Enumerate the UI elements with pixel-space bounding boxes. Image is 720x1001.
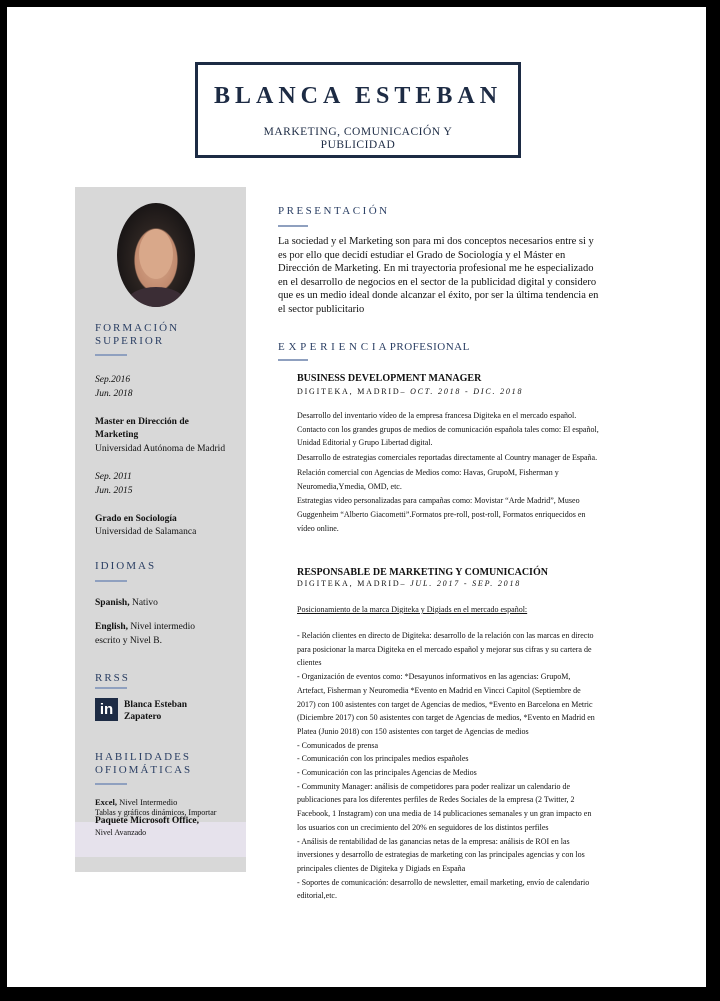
skill-office-level: Nivel Avanzado bbox=[95, 828, 147, 837]
language-english-detail: escrito y Nivel B. bbox=[95, 636, 163, 646]
skill-excel: Excel, Nivel Intermedio bbox=[95, 797, 178, 807]
sidebar bbox=[75, 187, 246, 872]
rrss-heading: RRSS bbox=[95, 672, 130, 684]
experiencia-heading: E X P E R I E N C I A PROFESIONAL bbox=[278, 341, 470, 353]
edu1-date-start: Sep.2016 bbox=[95, 375, 131, 385]
section-divider bbox=[95, 687, 127, 689]
candidate-name: BLANCA ESTEBAN bbox=[213, 83, 503, 109]
candidate-subtitle: MARKETING, COMUNICACIÓN Y PUBLICIDAD bbox=[263, 126, 453, 151]
idiomas-heading: IDIOMAS bbox=[95, 560, 157, 572]
edu2-date-start: Sep. 2011 bbox=[95, 472, 132, 482]
section-divider bbox=[95, 580, 127, 582]
linkedin-name-line2[interactable]: Zapatero bbox=[124, 712, 162, 722]
section-divider bbox=[95, 354, 127, 356]
job2-description: - Relación clientes en directo de Digiteka: desarrollo de la relación con las marcas en directo para posicionar la marca Digiteka en el mercado español y mejorar sus cifras y su cartera de clientes - Organización de eventos como: *Desayunos informativos en las agencias: GrupoM, Artefact, Fisherman y Neuromedia *Evento en Madrid en Vincci Capitol (Septiembre de 2017) con 100 asistentes con target de Agencias de medios, *Evento en Barcelona en Metric (Diciembre 2017) con 50 asistentes con target de Agencias de medios, *Evento en Madrid en Platea (Junio 2018) con 150 asistentes con target de Agencias de medios - Comunicados de prensa - Comunicación con los principales medios españoles - Comunicación con las principales Agencias de Medios - Community Manager: análisis de competidores para poder realizar un calendario de publicaciones para los diferentes perfiles de Redes Sociales de la empresa (2 Twitter, 2 Facebook, 1 Instagram) con una media de 14 publicaciones semanales y un gran impacto en los usuarios con un crecimiento del 20% en seguidores de los distintos perfiles - Análisis de rentabilidad de las ganancias netas de la empresa: análisis de ROI en las inversiones y desarrollo de estrategias de marketing con las principales agencias y con los principales clientes de Digiteka y Digiads en España - Soportes de comunicación: desarrollo de newsletter, email marketing, envío de calendario editorial,etc. bbox=[297, 631, 595, 901]
name-header-box bbox=[195, 62, 521, 158]
job2-heading: Posicionamiento de la marca Digiteka y Digiads en el mercado español: bbox=[297, 605, 528, 614]
habilidades-heading-line2: OFIOMÁTICAS bbox=[95, 764, 193, 776]
job2-company-dates: DIGITEKA, MADRID– JUL. 2017 - SEP. 2018 bbox=[297, 579, 522, 588]
presentacion-text: La sociedad y el Marketing son para mi dos conceptos necesarios entre si y es por ello que decidí estudiar el Grado de Sociología y el Máster en Dirección de Marketing. En mi trayectoria profesional me he especializado en el desarrollo de negocios en el sector de la publicidad digital y considero que es un medio ideal donde alcanzar el éxito, por ser la última tendencia en el sector publicitario bbox=[278, 236, 599, 315]
linkedin-name-line1[interactable]: Blanca Esteban bbox=[124, 700, 188, 710]
edu1-degree-line1: Master en Dirección de bbox=[95, 417, 189, 427]
skill-office-name: Paquete Microsoft Office, bbox=[95, 816, 200, 826]
job1-title: BUSINESS DEVELOPMENT MANAGER bbox=[297, 373, 482, 384]
job1-company-dates: DIGITEKA, MADRID– OCT. 2018 - DIC. 2018 bbox=[297, 387, 524, 396]
edu1-school: Universidad Autónoma de Madrid bbox=[95, 444, 226, 454]
formacion-heading-line2: SUPERIOR bbox=[95, 335, 165, 347]
avatar bbox=[117, 203, 195, 307]
edu1-degree-line2: Marketing bbox=[95, 430, 139, 440]
edu2-school: Universidad de Salamanca bbox=[95, 527, 197, 537]
job1-description: Desarrollo del inventario vídeo de la empresa francesa Digiteka en el mercado español. Contacto con los grandes grupos de medios de comunicación española tales como: El español, Unidad Editorial y Grupo Libertad digital. Desarrollo de estrategias comerciales reportadas directamente al Country manager de España. Relación comercial con Agencias de Medios como: Havas, GrupoM, Fisherman y Neuromedia,Ymedia, OMD, etc. Estrategias video personalizadas para campañas como: Movistar “Arde Madrid”, Museo Guggenheim “Alberto Giacometti”.Formatos pre-roll, post-roll, Formatos enriquecidos en vídeo online. bbox=[297, 411, 599, 533]
edu1-date-end: Jun. 2018 bbox=[95, 389, 133, 399]
linkedin-icon[interactable]: in bbox=[95, 698, 118, 721]
formacion-heading-line1: FORMACIÓN bbox=[95, 322, 180, 334]
language-spanish: Spanish, Nativo bbox=[95, 598, 158, 608]
resume-page bbox=[7, 7, 706, 987]
section-divider bbox=[278, 359, 308, 361]
skill-excel-detail: Tablas y gráficos dinámicos, Importar bbox=[95, 808, 217, 817]
job2-title: RESPONSABLE DE MARKETING Y COMUNICACIÓN bbox=[297, 567, 548, 578]
language-english: English, Nivel intermedio bbox=[95, 622, 196, 632]
presentacion-heading: PRESENTACIÓN bbox=[278, 205, 390, 217]
section-divider bbox=[278, 225, 308, 227]
section-divider bbox=[95, 783, 127, 785]
edu2-date-end: Jun. 2015 bbox=[95, 486, 133, 496]
habilidades-heading-line1: HABILIDADES bbox=[95, 751, 191, 763]
edu2-degree: Grado en Sociología bbox=[95, 514, 177, 524]
